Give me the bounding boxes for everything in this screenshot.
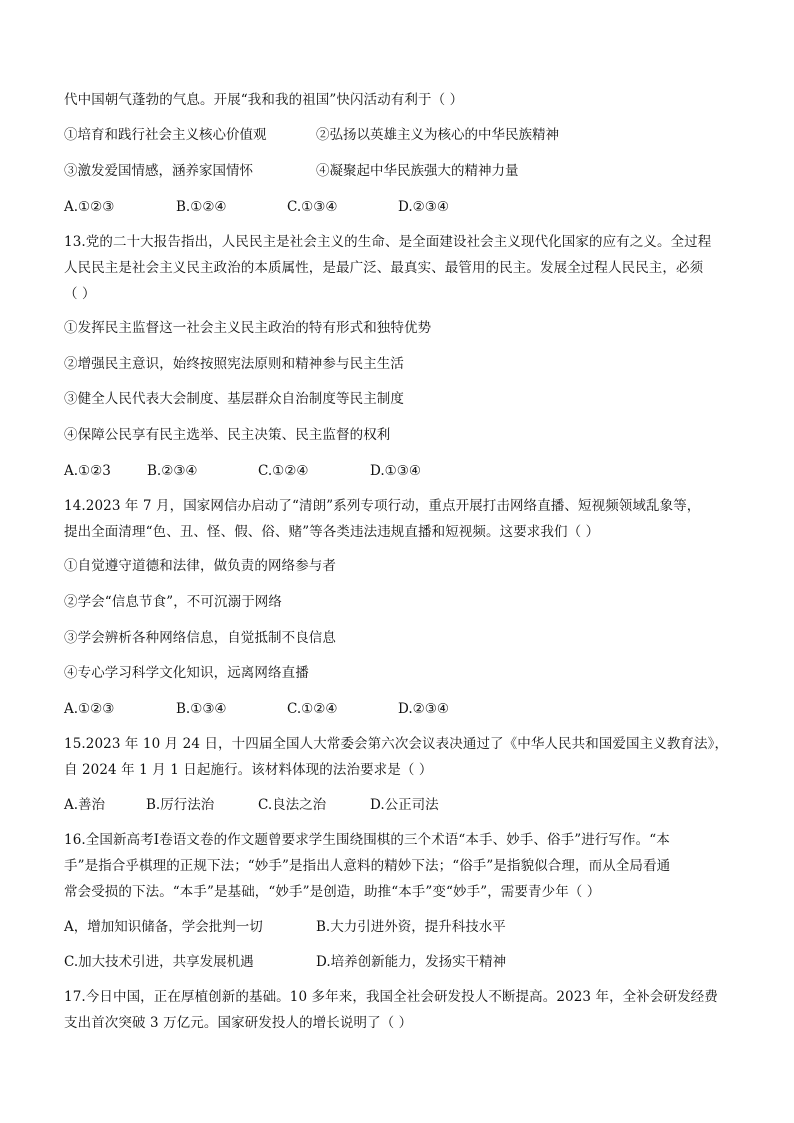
q15-choice-a: A.善治 [64,797,106,813]
q14-statement-2: ②学会“信息节食”，不可沉溺于网络 [64,594,283,610]
q13-answer-choices [64,462,744,480]
q13-choice-d: D.①③④ [370,463,421,479]
q16-choice-a: A，增加知识储备，学会批判一切 [64,919,263,935]
q13-choice-b: B.②③④ [147,463,198,479]
q16-choice-d: D.培养创新能力，发扬实干精神 [316,954,507,970]
q14-choice-d: D.②③④ [398,701,449,717]
q13-choice-a: A.①②3 [64,463,111,479]
q14-stem-line-1: 14.2023 年 7 月，国家网信办启动了“清朗”系列专项行动，重点开展打击网络直播、短视频领域乱象等， [64,498,701,514]
q16-choice-c: C.加大技术引进，共享发展机遇 [64,954,254,970]
q12-statements-row-1 [64,126,744,144]
q15-choice-d: D.公正司法 [370,797,439,813]
q15-answer-choices [64,796,744,814]
q13-stem-line-1: 13.党的二十大报告指出，人民民主是社会主义的生命、是全面建设社会主义现代化国家的应有之义。全过程 [64,234,712,250]
q17-stem-line-1: 17.今日中国，正在厚植创新的基础。10 多年来，我国全社会研发投人不断提高。2023 年，全补会研发经费 [64,989,718,1005]
q12-answer-choices [64,198,744,216]
q13-choice-c: C.①②④ [258,463,309,479]
q13-stem-line-2: 人民民主是社会主义民主政治的本质属性，是最广泛、最真实、最管用的民主。发展全过程人民民主，必须 [64,260,704,276]
q12-choice-a: A.①②③ [64,199,115,215]
q15-choice-b: B.厉行法治 [146,797,215,813]
q14-choice-a: A.①②③ [64,701,115,717]
q15-stem-line-1: 15.2023 年 10 月 24 日，十四届全国人大常委会第六次会议表决通过了《中华人民共和国爱国主义教育法》， [64,736,729,752]
q12-statement-1: ①培育和践行社会主义核心价值观 [64,127,267,143]
q16-choice-b: B.大力引进外资，提升科技水平 [316,919,506,935]
q16-stem-line-3: 常会受损的下法。“本手”是基础，“妙手”是创造，助推“本手”变“妙手”，需要青少年（ ） [64,884,601,900]
q16-stem-line-2: 手”是指合乎棋理的正规下法；“妙手”是指出人意料的精妙下法；“俗手”是指貌似合理，而从全局看通 [64,858,671,874]
q14-statement-3: ③学会辨析各种网络信息，自觉抵制不良信息 [64,630,336,646]
q12-statement-4: ④凝聚起中华民族强大的精神力量 [316,163,519,179]
q12-statements-row-2 [64,162,744,180]
q16-stem-line-1: 16.全国新高考Ⅰ卷语文卷的作文题曾要求学生围绕围棋的三个术语“本手、妙手、俗手”进行写作。“本 [64,832,670,848]
q12-choice-c: C.①③④ [287,199,338,215]
q14-stem-line-2: 提出全面清理“色、丑、怪、假、俗、赌”等各类违法违规直播和短视频。这要求我们（ ） [64,524,600,540]
q14-statement-1: ①自觉遵守道德和法律，做负责的网络参与者 [64,558,336,574]
q13-statement-4: ④保障公民享有民主选举、民主决策、民主监督的权利 [64,427,391,443]
q16-answer-row-1 [64,918,744,936]
q15-choice-c: C.良法之治 [258,797,327,813]
q13-statement-3: ③健全人民代表大会制度、基层群众自治制度等民主制度 [64,391,404,407]
q12-choice-b: B.①②④ [176,199,227,215]
q13-stem-line-3: （ ） [64,286,96,302]
q13-statement-1: ①发挥民主监督这一社会主义民主政治的特有形式和独特优势 [64,320,432,336]
q13-statement-2: ②增强民主意识，始终按照宪法原则和精神参与民主生活 [64,356,404,372]
q14-choice-b: B.①③④ [176,701,227,717]
q12-choice-d: D.②③④ [398,199,449,215]
q12-statement-3: ③激发爱国情感，涵养家国情怀 [64,163,253,179]
q16-answer-row-2 [64,953,744,971]
q14-statement-4: ④专心学习科学文化知识，远离网络直播 [64,665,309,681]
q14-choice-c: C.①②④ [287,701,338,717]
q14-answer-choices [64,700,744,718]
q17-stem-line-2: 支出首次突破 3 万亿元。国家研发投人的增长说明了（ ） [64,1015,413,1031]
q15-stem-line-2: 自 2024 年 1 月 1 日起施行。该材料体现的法治要求是（ ） [64,762,433,778]
q12-stem-line: 代中国朝气蓬勃的气息。开展“我和我的祖国”快闪活动有利于（ ） [64,92,464,108]
q12-statement-2: ②弘扬以英雄主义为核心的中华民族精神 [316,127,559,143]
